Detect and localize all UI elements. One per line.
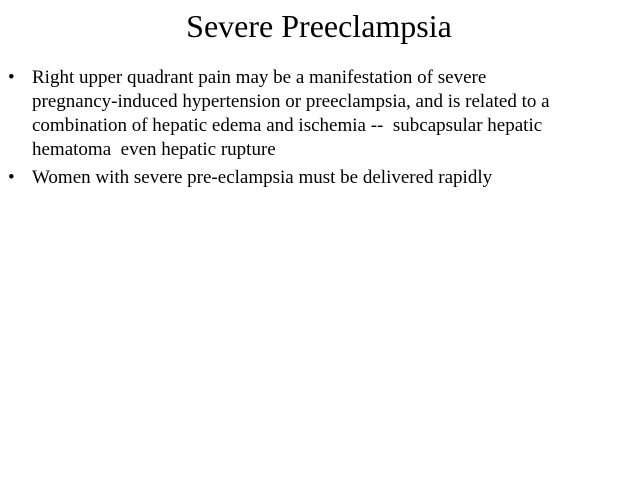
bullet-icon: • xyxy=(8,67,15,88)
slide-title: Severe Preeclampsia xyxy=(186,8,452,44)
bullet-icon: • xyxy=(8,167,15,188)
bullet-line: pregnancy-induced hypertension or preeclampsia, and is related to a xyxy=(32,91,550,112)
bullet-item-1 xyxy=(8,66,630,162)
bullet-list xyxy=(8,66,630,194)
bullet-line: Women with severe pre-eclampsia must be delivered rapidly xyxy=(32,167,493,188)
bullet-line: hematoma even hepatic rupture xyxy=(32,139,276,160)
bullet-line: Right upper quadrant pain may be a manifestation of severe xyxy=(32,67,487,88)
bullet-line: combination of hepatic edema and ischemia -- subcapsular hepatic xyxy=(32,115,543,136)
bullet-item-2 xyxy=(8,166,630,190)
